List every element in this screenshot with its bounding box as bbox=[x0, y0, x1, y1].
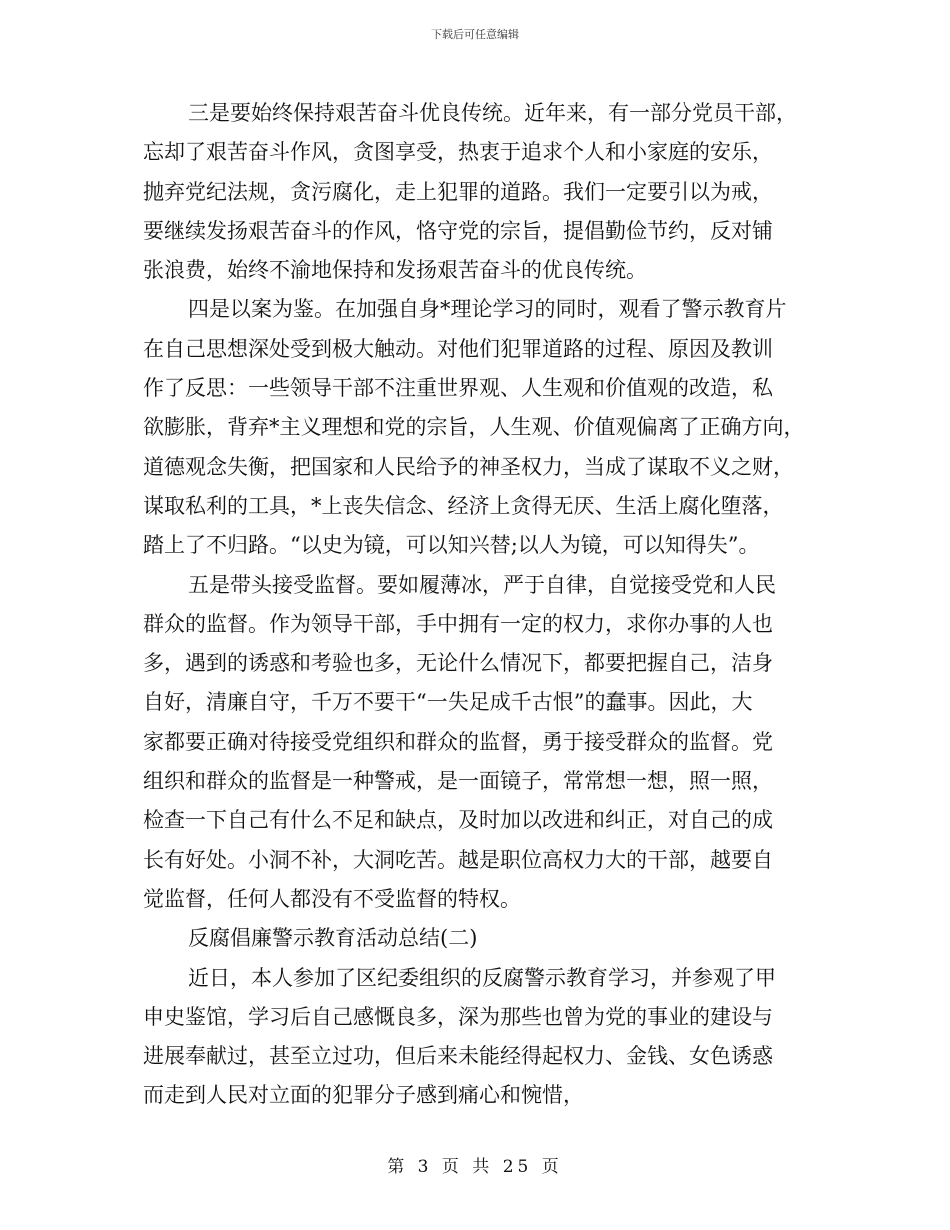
text-line: 检查一下自己有什么不足和缺点，及时加以改进和纠正，对自己的成 bbox=[143, 808, 773, 833]
text-line: 申史鉴馆，学习后自己感慨良多，深为那些也曾为党的事业的建设与 bbox=[143, 1004, 773, 1029]
text-line: 在自己思想深处受到极大触动。对他们犯罪道路的过程、原因及教训 bbox=[143, 336, 773, 361]
text-line: 要继续发扬艰苦奋斗的作风，恪守党的宗旨，提倡勤俭节约，反对铺 bbox=[143, 218, 773, 243]
text-line: 觉监督，任何人都没有不受监督的特权。 bbox=[143, 886, 521, 911]
text-line: 反腐倡廉警示教育活动总结(二) bbox=[188, 926, 478, 951]
text-line: 近日，本人参加了区纪委组织的反腐警示教育学习，并参观了甲 bbox=[188, 965, 776, 990]
text-line: 作了反思：一些领导干部不注重世界观、人生观和价值观的改造，私 bbox=[143, 376, 773, 401]
text-line: 道德观念失衡，把国家和人民给予的神圣权力，当成了谋取不义之财， bbox=[143, 454, 794, 479]
page-header: 下载后可任意编辑 bbox=[431, 28, 519, 41]
page-footer: 第 3 页 共 25 页 bbox=[387, 1157, 563, 1177]
text-line: 忘却了艰苦奋斗作风，贪图享受，热衷于追求个人和小家庭的安乐， bbox=[143, 140, 773, 165]
text-line: 群众的监督。作为领导干部，手中拥有一定的权力，求你办事的人也 bbox=[143, 611, 773, 636]
text-line: 组织和群众的监督是一种警戒，是一面镜子，常常想一想，照一照， bbox=[143, 769, 773, 794]
text-line: 五是带头接受监督。要如履薄冰，严于自律，自觉接受党和人民 bbox=[188, 572, 776, 597]
text-line: 抛弃党纪法规，贪污腐化，走上犯罪的道路。我们一定要引以为戒， bbox=[143, 179, 773, 204]
text-line: 家都要正确对待接受党组织和群众的监督，勇于接受群众的监督。党 bbox=[143, 729, 773, 754]
text-line: 自好，清廉自守，千万不要干“一失足成千古恨”的蠢事。因此，大 bbox=[143, 690, 753, 715]
text-line: 欲膨胀，背弃*主义理想和党的宗旨，人生观、价值观偏离了正确方向， bbox=[143, 415, 805, 440]
text-line: 而走到人民对立面的犯罪分子感到痛心和惋惜， bbox=[143, 1083, 584, 1108]
text-line: 长有好处。小洞不补，大洞吃苦。越是职位高权力大的干部，越要自 bbox=[143, 847, 773, 872]
text-line: 四是以案为鉴。在加强自身*理论学习的同时，观看了警示教育片 bbox=[188, 297, 787, 322]
text-line: 踏上了不归路。“以史为镜，可以知兴替;以人为镜，可以知得失”。 bbox=[143, 533, 760, 558]
text-line: 进展奉献过，甚至立过功，但后来未能经得起权力、金钱、女色诱惑 bbox=[143, 1044, 773, 1069]
text-line: 三是要始终保持艰苦奋斗优良传统。近年来，有一部分党员干部， bbox=[188, 101, 797, 125]
text-line: 多，遇到的诱惑和考验也多，无论什么情况下，都要把握自己，洁身 bbox=[143, 651, 773, 676]
text-line: 谋取私利的工具，*上丧失信念、经济上贪得无厌、生活上腐化堕落， bbox=[143, 493, 784, 518]
text-line: 张浪费，始终不渝地保持和发扬艰苦奋斗的优良传统。 bbox=[143, 258, 647, 283]
body-text bbox=[143, 94, 823, 1116]
